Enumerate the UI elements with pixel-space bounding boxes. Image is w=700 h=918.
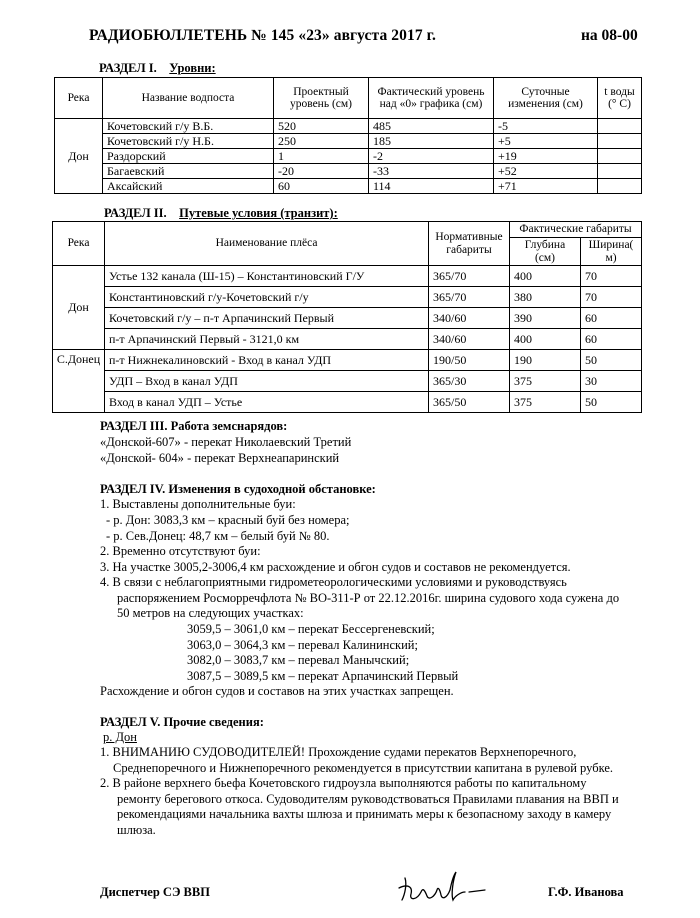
river-cell: С.Донец	[53, 350, 105, 413]
actual-cell: 114	[369, 179, 494, 194]
change-cell: +5	[494, 134, 598, 149]
normative-cell: 365/70	[429, 266, 510, 287]
dredger-location: - перекат Николаевский Третий	[180, 435, 352, 449]
table-row	[53, 371, 642, 392]
col-water-temp: t воды (° С)	[598, 78, 642, 119]
bulletin-time: на 08-00	[581, 27, 638, 44]
reach-cell: п-т Нижнекалиновский - Вход в канал УДП	[105, 350, 429, 371]
section5-heading: РАЗДЕЛ V. Прочие сведения:	[100, 715, 264, 729]
design-cell: -20	[274, 164, 369, 179]
section3-heading: РАЗДЕЛ III. Работа земснарядов:	[100, 419, 288, 433]
transit-header-row	[53, 222, 642, 238]
section5-river: р. Дон	[103, 730, 137, 744]
col-river: Река	[55, 78, 103, 119]
col-actual-level: Фактический уровень над «0» графика (см)	[369, 78, 494, 119]
change-cell: -5	[494, 119, 598, 134]
section4-heading: РАЗДЕЛ IV. Изменения в судоходной обстановке:	[100, 482, 376, 496]
col-depth: Глубина (см)	[510, 238, 581, 266]
temp-cell	[598, 179, 642, 194]
depth-cell: 400	[510, 329, 581, 350]
col-width: Ширина( м)	[581, 238, 642, 266]
section5-item2-line4: шлюза.	[117, 823, 156, 837]
col-reach: Наименование плёса	[105, 222, 429, 266]
section1-number: РАЗДЕЛ I.	[99, 61, 157, 75]
table-row	[55, 164, 642, 179]
restricted-segment: 3059,5 – 3061,0 км – перекат Бессергеневский;	[187, 622, 435, 636]
change-cell: +71	[494, 179, 598, 194]
river-cell: Дон	[55, 119, 103, 194]
section4-item2: 2. Временно отсутствуют буи:	[100, 544, 261, 558]
dispatcher-name: Г.Ф. Иванова	[548, 885, 624, 899]
restricted-segment: 3082,0 – 3083,7 км – перевал Манычский;	[187, 653, 410, 667]
normative-cell: 365/70	[429, 287, 510, 308]
dredger-name: «Донской- 604»	[100, 451, 184, 465]
handwritten-signature	[395, 870, 490, 904]
restricted-segment: 3063,0 – 3064,3 км – перевал Калининский;	[187, 638, 418, 652]
table-row	[53, 392, 642, 413]
reach-cell: УДП – Вход в канал УДП	[105, 371, 429, 392]
change-cell: +52	[494, 164, 598, 179]
post-cell: Кочетовский г/у В.Б.	[103, 119, 274, 134]
section4-item1: 1. Выставлены дополнительные буи:	[100, 497, 296, 511]
temp-cell	[598, 149, 642, 164]
depth-cell: 190	[510, 350, 581, 371]
col-normative: Нормативные габариты	[429, 222, 510, 266]
actual-cell: -2	[369, 149, 494, 164]
section5-item2-line2: ремонту берегового откоса. Судоводителям руководствоваться Правилами плавания на ВВП и	[117, 792, 619, 806]
temp-cell	[598, 134, 642, 149]
width-cell: 50	[581, 350, 642, 371]
normative-cell: 365/50	[429, 392, 510, 413]
design-cell: 520	[274, 119, 369, 134]
section4-item3: 3. На участке 3005,2-3006,4 км расхождение и обгон судов и составов не рекомендуется.	[100, 560, 571, 574]
design-cell: 250	[274, 134, 369, 149]
post-cell: Аксайский	[103, 179, 274, 194]
post-cell: Раздорский	[103, 149, 274, 164]
reach-cell: Вход в канал УДП – Устье	[105, 392, 429, 413]
table-row	[55, 119, 642, 134]
table-row	[53, 350, 642, 371]
section4-item1-b: - р. Сев.Донец: 48,7 км – белый буй № 80.	[106, 529, 330, 543]
table-row	[53, 266, 642, 287]
table-row	[53, 287, 642, 308]
section2-number: РАЗДЕЛ II.	[104, 206, 167, 220]
depth-cell: 400	[510, 266, 581, 287]
table-row	[53, 308, 642, 329]
section4-item4-line2: распоряжением Росморречфлота № ВО-311-Р от 22.12.2016г. ширина судового хода сужена до	[117, 591, 620, 605]
actual-cell: -33	[369, 164, 494, 179]
section5-item2-line1: 2. В районе верхнего бьефа Кочетовского гидроузла выполняются работы по капитальному	[100, 776, 587, 790]
section2-title: Путевые условия (транзит):	[179, 206, 338, 220]
depth-cell: 380	[510, 287, 581, 308]
table-row	[55, 149, 642, 164]
width-cell: 50	[581, 392, 642, 413]
actual-cell: 485	[369, 119, 494, 134]
section2-heading	[104, 206, 338, 221]
temp-cell	[598, 164, 642, 179]
design-cell: 60	[274, 179, 369, 194]
change-cell: +19	[494, 149, 598, 164]
reach-cell: Константиновский г/у-Кочетовский г/у	[105, 287, 429, 308]
post-cell: Кочетовский г/у Н.Б.	[103, 134, 274, 149]
dredger-line	[100, 435, 351, 451]
section1-heading	[99, 61, 216, 76]
section4-footer: Расхождение и обгон судов и составов на этих участках запрещен.	[100, 684, 454, 698]
table-row	[55, 134, 642, 149]
width-cell: 30	[581, 371, 642, 392]
width-cell: 70	[581, 287, 642, 308]
section1-title: Уровни:	[169, 61, 216, 75]
section5-item2-line3: рекомендациями начальника вахты шлюза и принимать меры к безопасному заходу в камеру	[117, 807, 612, 821]
section4-item4-line3: 50 метров на следующих участках:	[117, 606, 304, 620]
width-cell: 60	[581, 308, 642, 329]
col-daily-change: Суточные изменения (см)	[494, 78, 598, 119]
bulletin-title: РАДИОБЮЛЛЕТЕНЬ № 145 «23» августа 2017 г.	[89, 27, 437, 44]
depth-cell: 375	[510, 392, 581, 413]
restricted-segment: 3087,5 – 3089,5 км – перекат Арпачинский Первый	[187, 669, 459, 683]
reach-cell: Устье 132 канала (Ш-15) – Константиновский Г/У	[105, 266, 429, 287]
col-river: Река	[53, 222, 105, 266]
depth-cell: 375	[510, 371, 581, 392]
section4-item4-line1: 4. В связи с неблагоприятными гидрометеорологическими условиями и руководствуясь	[100, 575, 567, 589]
table-row	[53, 329, 642, 350]
normative-cell: 365/30	[429, 371, 510, 392]
section5-item1-line1: 1. ВНИМАНИЮ СУДОВОДИТЕЛЕЙ! Прохождение судами перекатов Верхнепоречного,	[100, 745, 577, 759]
dispatcher-role: Диспетчер СЭ ВВП	[100, 885, 210, 899]
levels-header-row	[55, 78, 642, 119]
width-cell: 70	[581, 266, 642, 287]
river-cell: Дон	[53, 266, 105, 350]
normative-cell: 340/60	[429, 308, 510, 329]
col-post: Название водпоста	[103, 78, 274, 119]
col-actual-group: Фактические габариты	[510, 222, 642, 238]
table-row	[55, 179, 642, 194]
width-cell: 60	[581, 329, 642, 350]
post-cell: Багаевский	[103, 164, 274, 179]
dredger-location: - перекат Верхнеапаринский	[183, 451, 340, 465]
col-design-level: Проектный уровень (см)	[274, 78, 369, 119]
dredger-line	[100, 451, 339, 467]
section4-item1-a: - р. Дон: 3083,3 км – красный буй без номера;	[106, 513, 350, 527]
temp-cell	[598, 119, 642, 134]
reach-cell: п-т Арпачинский Первый - 3121,0 км	[105, 329, 429, 350]
design-cell: 1	[274, 149, 369, 164]
dredger-name: «Донской-607»	[100, 435, 181, 449]
transit-table	[52, 221, 642, 413]
levels-table	[54, 77, 642, 194]
actual-cell: 185	[369, 134, 494, 149]
depth-cell: 390	[510, 308, 581, 329]
normative-cell: 190/50	[429, 350, 510, 371]
reach-cell: Кочетовский г/у – п-т Арпачинский Первый	[105, 308, 429, 329]
section5-item1-line2: Среднепоречного и Нижнепоречного рекомендуется в присутствии капитана в рулевой рубке.	[113, 761, 614, 775]
normative-cell: 340/60	[429, 329, 510, 350]
